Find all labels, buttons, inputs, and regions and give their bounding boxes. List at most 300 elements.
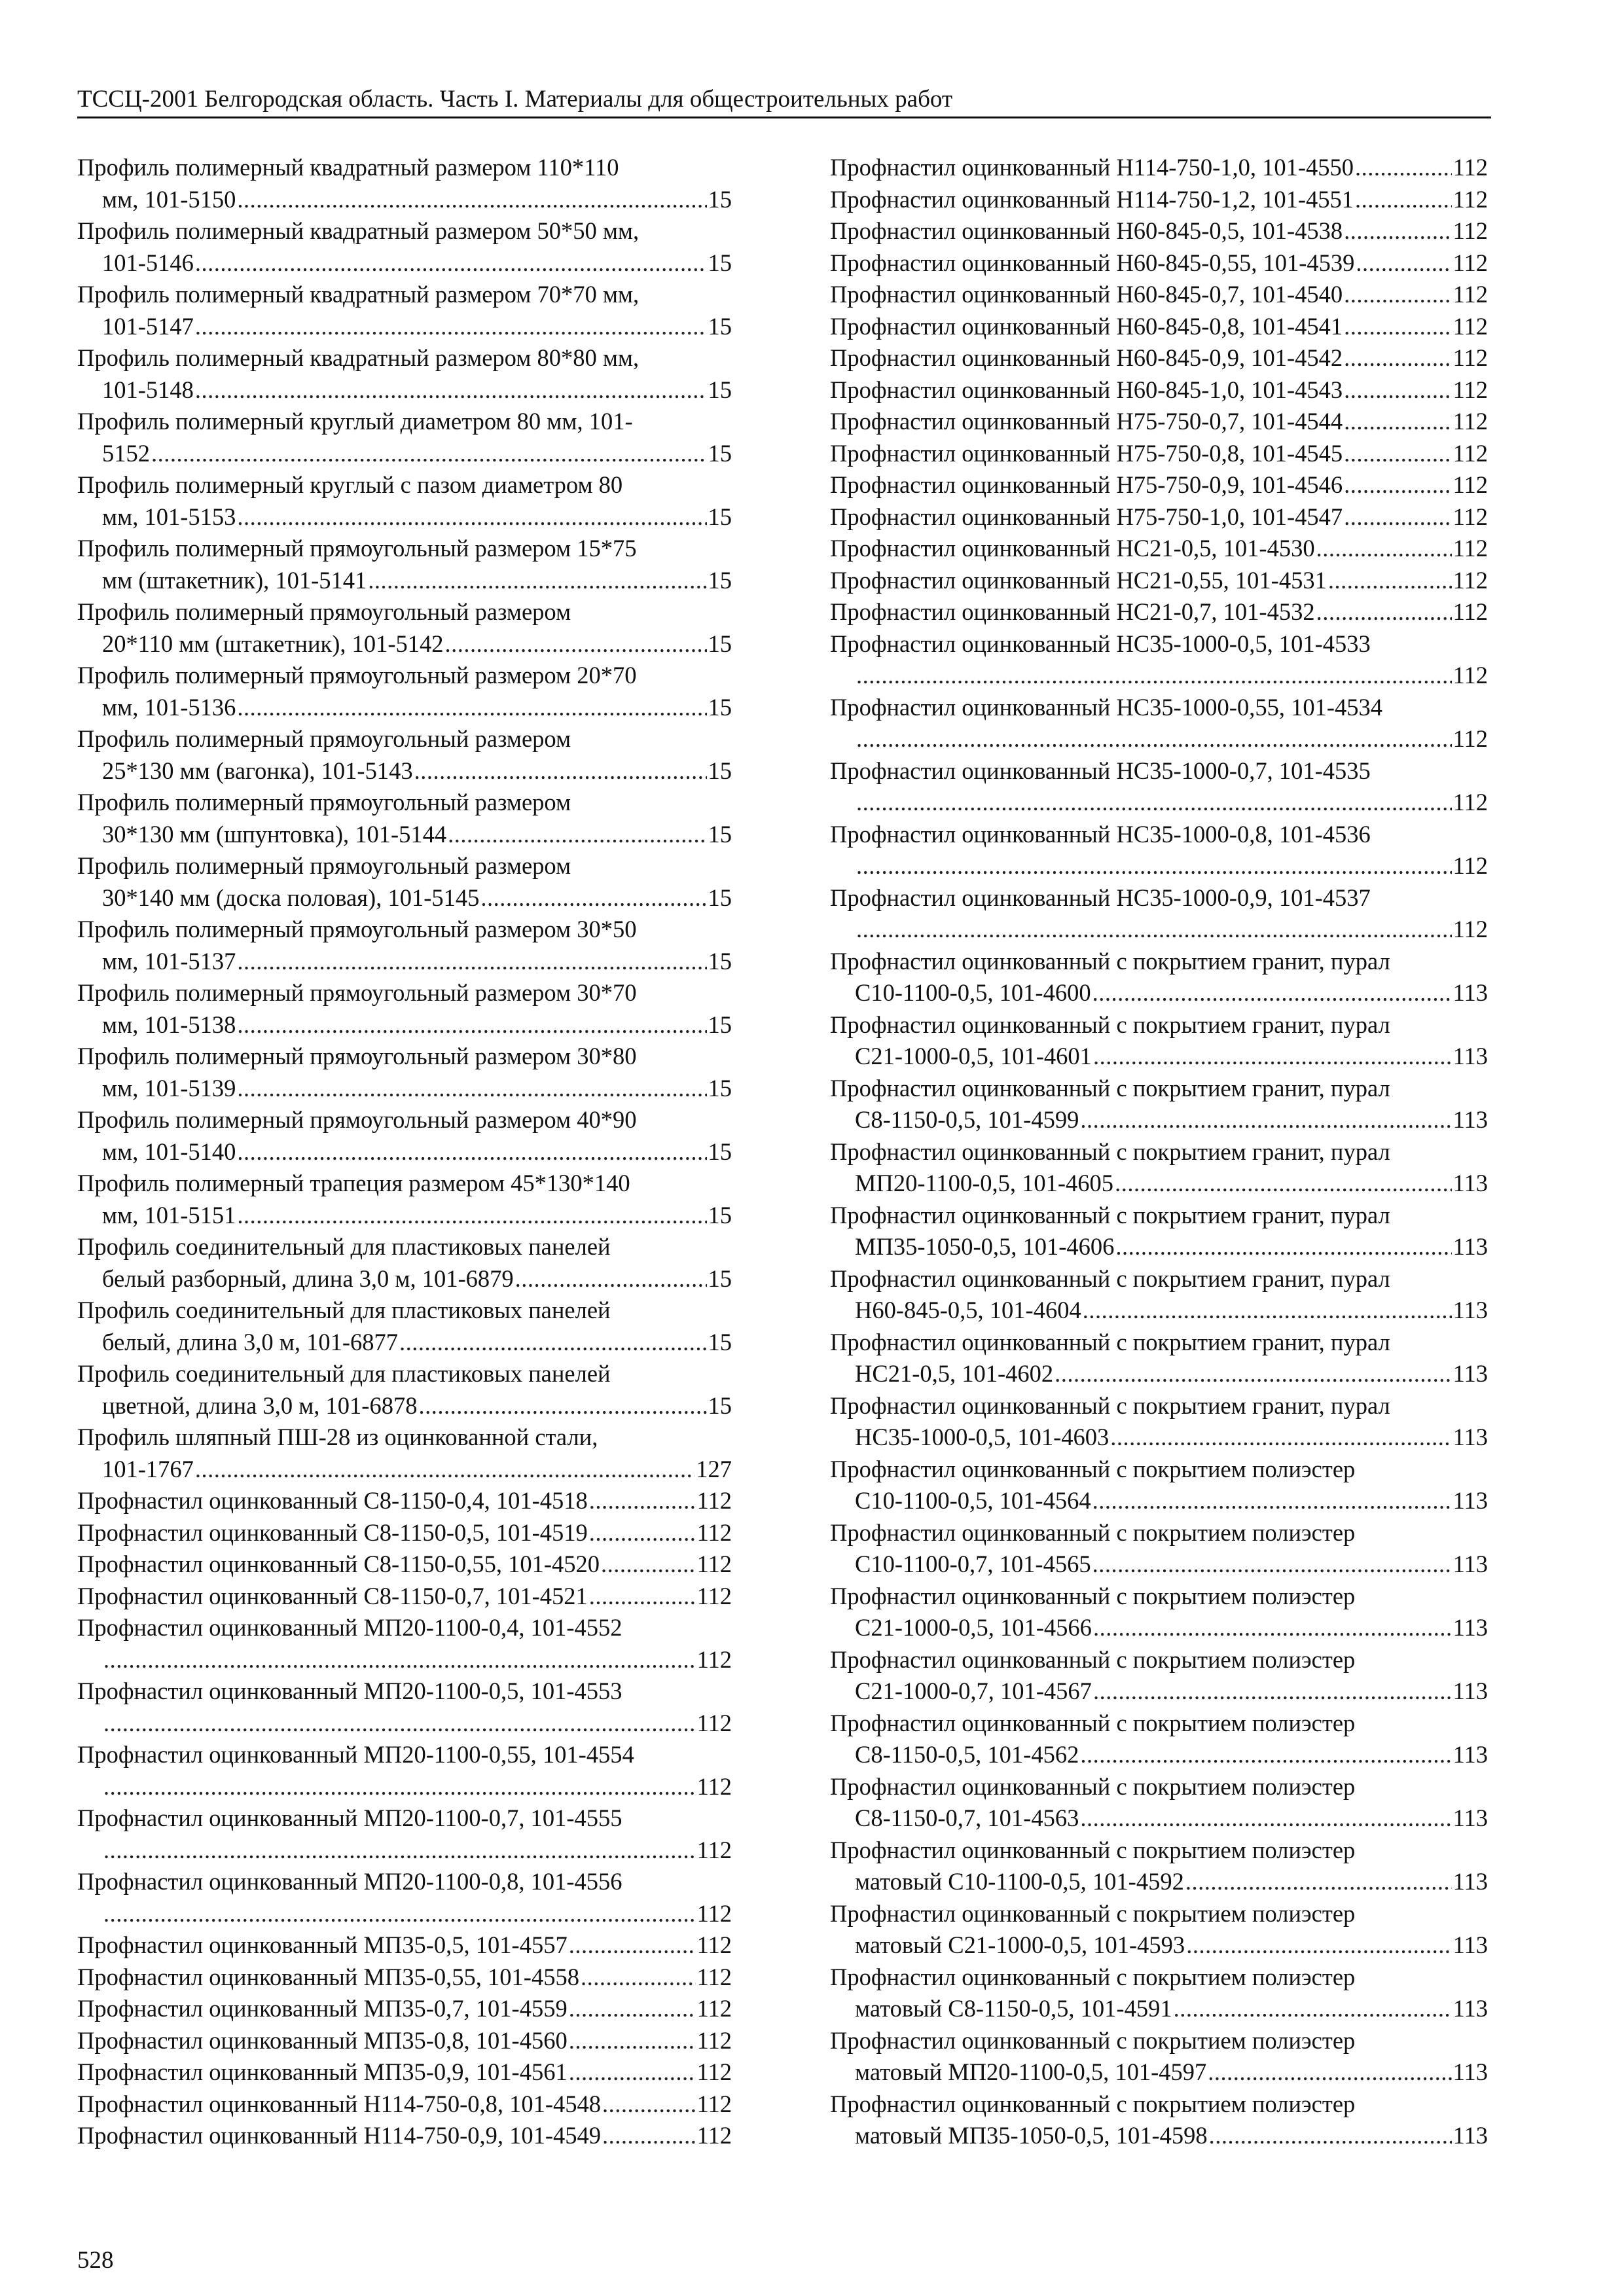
index-page-ref: 112 [696,2058,732,2085]
dot-leader [237,1073,706,1105]
index-entry [830,2025,1488,2089]
index-entry-title: Профиль соединительный для пластиковых панелей [77,1233,611,1260]
dot-leader [1355,184,1452,216]
index-page-ref: 113 [1453,1741,1488,1768]
index-entry-title: Профнастил оцинкованный МП20-1100-0,55, 101-4554 [77,1741,634,1768]
dot-leader [1115,1231,1451,1263]
index-page-ref: 112 [696,1931,732,1958]
index-entry-line [830,311,1488,343]
index-page-ref: 113 [1453,1995,1488,2022]
index-entry-text: матовый С8-1150-0,5, 101-4591 [855,1995,1172,2022]
dot-leader [515,1263,707,1295]
index-page-ref: 112 [1453,566,1488,594]
index-entry [77,533,732,596]
index-entry-title: Профнастил оцинкованный с покрытием гранит, пурал [830,1074,1390,1102]
index-entry-line [77,2056,732,2089]
dot-leader [1080,1803,1451,1835]
dot-leader [1355,152,1452,184]
index-entry-text: матовый С10-1100-0,5, 101-4592 [855,1868,1184,1895]
index-page-ref: 113 [1453,1424,1488,1450]
index-entry-text: мм (штакетник), 101-5141 [102,566,367,594]
index-entry-text: Профнастил оцинкованный Н60-845-0,5, 101-4538 [830,217,1343,244]
index-page-ref: 112 [1453,408,1488,435]
index-entry-text: матовый МП35-1050-0,5, 101-4598 [855,2122,1208,2149]
index-entry-title: Профнастил оцинкованный НС35-1000-0,55, 101-4534 [830,693,1382,721]
dot-leader [1344,501,1451,533]
index-entry-title: Профнастил оцинкованный МП20-1100-0,8, 101-4556 [77,1868,623,1895]
index-entry-title: Профнастил оцинкованный с покрытием полиэстер [830,1645,1356,1673]
index-entry-text: Профнастил оцинкованный С8-1150-0,55, 101-4520 [77,1551,600,1577]
index-entry-text: белый, длина 3,0 м, 101-6877 [102,1328,398,1355]
index-entry-text: Профнастил оцинкованный Н75-750-0,8, 101-4545 [830,439,1343,467]
dot-leader [237,692,706,724]
index-entry-title: Профнастил оцинкованный с покрытием полиэстер [830,2090,1356,2117]
index-entry-line [77,2120,732,2152]
index-entry-text: Профнастил оцинкованный Н60-845-0,8, 101-4541 [830,312,1343,340]
index-entry-title: Профнастил оцинкованный с покрытием полиэстер [830,1772,1356,1800]
index-entry-title: Профнастил оцинкованный с покрытием полиэстер [830,1899,1356,1927]
index-entry [77,1422,732,1485]
index-entry-line [830,533,1488,565]
index-page-ref: 15 [708,1074,732,1102]
index-page-ref: 15 [708,185,732,213]
dot-leader [1115,1168,1452,1200]
index-entry-text: 25*130 мм (вагонка), 101-5143 [102,757,413,784]
index-entry [830,1454,1488,1517]
dot-leader [602,2120,696,2152]
index-entry-line [77,1835,732,1867]
index-entry-line [77,1263,732,1295]
index-entry-line [830,1866,1488,1898]
index-entry-text: мм, 101-5136 [102,693,236,721]
dot-leader [195,1454,695,1486]
index-entry-line [830,1739,1488,1771]
index-entry-title: Профиль полимерный круглый с пазом диаметром 80 [77,471,623,498]
index-page-ref: 112 [696,1551,732,1577]
index-entry-line [830,1358,1488,1390]
index-entry-text: 30*130 мм (шпунтовка), 101-5144 [102,820,447,848]
index-entry [830,501,1488,533]
index-page-ref: 112 [696,2122,732,2149]
index-entry-text: С21-1000-0,5, 101-4566 [855,1614,1092,1641]
index-entry-text: 101-5148 [102,376,194,403]
index-entry-line [77,882,732,914]
index-entry-text: 101-5147 [102,312,194,340]
index-entry-text: С8-1150-0,7, 101-4563 [855,1804,1079,1831]
index-entry [830,692,1488,755]
index-entry-text: Профнастил оцинкованный МП35-0,8, 101-4560 [77,2026,568,2054]
index-entry [830,1898,1488,1962]
index-entry [77,1612,732,1676]
index-entry [77,342,732,406]
page-number: 528 [77,2247,114,2274]
index-page-ref: 113 [1453,1804,1488,1831]
index-page-ref: 112 [1453,916,1488,942]
dot-leader [414,755,707,787]
index-entry-title: Профнастил оцинкованный с покрытием полиэстер [830,1709,1356,1736]
index-entry-title: Профнастил оцинкованный с покрытием гранит, пурал [830,1265,1390,1292]
index-entry-text: 5152 [102,439,150,467]
index-page-ref: 112 [1453,725,1488,752]
index-page-ref: 15 [708,566,732,594]
index-entry-text: мм, 101-5151 [102,1201,236,1229]
index-entry [77,787,732,850]
index-page-ref: 15 [708,1011,732,1038]
index-entry-text: С10-1100-0,5, 101-4600 [855,979,1091,1006]
dot-leader [569,2025,696,2057]
index-entry-title: Профиль шляпный ПШ-28 из оцинкованной стали, [77,1424,598,1450]
index-entry-line [77,1200,732,1232]
dot-leader [1093,1041,1452,1073]
index-page-ref: 15 [708,693,732,721]
dot-leader [1055,1358,1451,1390]
index-page-ref: 112 [1453,535,1488,562]
dot-leader [581,1962,696,1994]
index-entry-line [77,184,732,216]
index-entry-text: матовый С21-1000-0,5, 101-4593 [855,1931,1185,1958]
index-entry-line [77,501,732,533]
index-entry-text: Профнастил оцинкованный Н60-845-0,55, 101-4539 [830,249,1355,276]
index-entry [77,1739,732,1803]
dot-leader [1092,1549,1452,1581]
index-entry-text: 30*140 мм (доска половая), 101-5145 [102,884,480,911]
index-entry [830,565,1488,597]
index-entry-line [77,1898,732,1930]
index-entry-line [830,1549,1488,1581]
index-entry [830,1136,1488,1200]
index-entry [77,215,732,279]
index-page-ref: 113 [1453,1677,1488,1704]
index-entry [77,1549,732,1581]
dot-leader [1344,342,1451,374]
index-entry-line [830,215,1488,247]
index-entry [830,1835,1488,1898]
index-entry-line [830,342,1488,374]
index-entry-title: Профнастил оцинкованный НС35-1000-0,9, 101-4537 [830,884,1371,911]
index-entry-text: Профнастил оцинкованный Н75-750-0,7, 101-4544 [830,408,1343,435]
index-entry-text: Профнастил оцинкованный НС21-0,55, 101-4531 [830,566,1327,594]
dot-leader [103,1898,696,1930]
dot-leader [151,438,707,470]
index-entry [77,850,732,914]
index-page-ref: 112 [696,2090,732,2117]
index-entry [830,247,1488,279]
index-entry [830,374,1488,406]
index-entry-text: мм, 101-5138 [102,1011,236,1038]
index-entry-text: НС21-0,5, 101-4602 [855,1360,1054,1387]
index-entry-line [830,501,1488,533]
index-entry-line [830,469,1488,501]
dot-leader [1186,1929,1451,1962]
index-entry-text: С10-1100-0,5, 101-4564 [855,1487,1091,1514]
running-header: ТССЦ-2001 Белгородская область. Часть I. Материалы для общестроительных работ [77,84,1491,118]
index-page-ref: 112 [696,1899,732,1927]
index-page-ref: 112 [1453,344,1488,371]
index-entry-line [77,946,732,978]
index-page-ref: 15 [708,1265,732,1292]
index-page-ref: 112 [1453,439,1488,467]
dot-leader [237,1200,706,1232]
index-entry-line [830,438,1488,470]
index-entry-title: Профиль соединительный для пластиковых панелей [77,1360,611,1387]
index-entry-line [77,1073,732,1105]
index-entry-text: Профнастил оцинкованный Н114-750-0,9, 101-4549 [77,2122,602,2149]
index-entry-title: Профнастил оцинкованный МП20-1100-0,7, 101-4555 [77,1804,623,1831]
index-entry [77,977,732,1041]
dot-leader [399,1327,707,1359]
index-entry-line [830,1485,1488,1517]
index-entry-line [77,438,732,470]
index-entry-line [830,279,1488,311]
index-entry [77,660,732,723]
dot-leader [1083,1295,1452,1327]
index-entry-text: цветной, длина 3,0 м, 101-6878 [102,1391,418,1419]
index-entry-text: Профнастил оцинкованный Н60-845-1,0, 101-4543 [830,376,1343,403]
index-entry [830,1644,1488,1708]
index-entry-line [77,2089,732,2121]
index-page-ref: 15 [708,312,732,340]
dot-leader [195,374,707,406]
index-page-ref: 15 [708,884,732,911]
dot-leader [195,247,707,279]
index-page-ref: 112 [1453,249,1488,276]
index-entry [77,723,732,787]
dot-leader [1344,374,1451,406]
index-entry [77,2056,732,2089]
index-page-ref: 112 [1453,789,1488,816]
index-entry-title: Профнастил оцинкованный с покрытием гранит, пурал [830,947,1390,975]
index-entry [830,215,1488,247]
index-entry-text: Профнастил оцинкованный Н114-750-1,2, 101-4551 [830,185,1354,213]
index-entry-line [830,247,1488,279]
dot-leader [1316,596,1452,628]
dot-leader [856,914,1452,946]
index-entry [77,1517,732,1549]
index-entry-text: мм, 101-5153 [102,503,236,530]
index-entry-line [830,596,1488,628]
index-entry-text: Профнастил оцинкованный Н60-845-0,7, 101-4540 [830,281,1343,308]
index-entry-text: С21-1000-0,7, 101-4567 [855,1677,1092,1704]
index-entry-title: Профиль полимерный трапеция размером 45*130*140 [77,1170,630,1196]
index-page-ref: 113 [1453,1360,1488,1387]
index-entry-text: МП20-1100-0,5, 101-4605 [855,1170,1114,1196]
index-entry-line [830,977,1488,1009]
index-entry-title: Профиль полимерный прямоугольный размером 30*70 [77,979,637,1006]
dot-leader [237,184,706,216]
index-entry-title: Профиль полимерный прямоугольный размером 20*70 [77,662,637,689]
index-entry [77,1104,732,1168]
index-page-ref: 112 [1453,376,1488,403]
index-entry-text: Профнастил оцинкованный НС21-0,7, 101-4532 [830,598,1315,625]
index-entry [830,1708,1488,1771]
index-entry-text: мм, 101-5140 [102,1138,236,1165]
dot-leader [856,660,1452,692]
index-entry-text: Профнастил оцинкованный С8-1150-0,5, 101-4519 [77,1518,588,1546]
index-page-ref: 113 [1453,2122,1488,2149]
index-entry [830,1327,1488,1390]
dot-leader [1344,311,1451,343]
index-page-ref: 112 [696,1709,732,1736]
dot-leader [1316,533,1452,565]
index-page-ref: 15 [708,376,732,403]
index-entry [830,438,1488,470]
dot-leader [1093,1676,1452,1708]
index-entry-line [77,1644,732,1676]
index-entry [77,469,732,533]
index-entry-line [830,660,1488,692]
dot-leader [569,2056,696,2089]
index-entry-line [77,1708,732,1740]
dot-leader [448,819,706,851]
index-entry-line [77,1327,732,1359]
index-entry-line [830,152,1488,184]
index-entry-title: Профиль полимерный квадратный размером 50*50 мм, [77,217,640,244]
index-page-ref: 112 [1453,662,1488,689]
index-entry-line [830,723,1488,755]
index-entry-line [830,565,1488,597]
dot-leader [856,787,1452,819]
dot-leader [1093,1612,1452,1644]
index-entry-text: мм, 101-5150 [102,185,236,213]
index-entry [830,596,1488,628]
index-entry-text: Профнастил оцинкованный МП35-0,7, 101-4559 [77,1995,568,2022]
index-page-ref: 15 [708,820,732,848]
dot-leader [237,1009,706,1041]
index-entry [77,152,732,215]
index-entry-line [77,1390,732,1422]
dot-leader [103,1708,696,1740]
index-entry-line [77,1517,732,1549]
index-page-ref: 112 [696,1487,732,1514]
index-entry [830,406,1488,438]
index-page-ref: 112 [1453,154,1488,181]
index-entry-title: Профиль полимерный круглый диаметром 80 мм, 101- [77,408,633,435]
index-entry-line [77,374,732,406]
index-entry [77,1581,732,1613]
dot-leader [1344,215,1451,247]
index-entry-line [830,850,1488,882]
index-entry-title: Профнастил оцинкованный с покрытием полиэстер [830,1963,1356,1990]
index-entry [830,1263,1488,1327]
index-page-ref: 112 [696,1772,732,1800]
index-entry-line [77,1993,732,2025]
index-entry [830,1517,1488,1581]
index-page-ref: 15 [708,630,732,657]
index-page-ref: 113 [1453,2058,1488,2085]
index-entry-title: Профиль соединительный для пластиковых панелей [77,1297,611,1323]
index-entry-title: Профнастил оцинкованный с покрытием полиэстер [830,1455,1356,1482]
index-entry-line [77,1929,732,1962]
index-entry-line [830,2056,1488,2089]
index-entry [830,469,1488,501]
index-entry-line [77,247,732,279]
dot-leader [103,1644,696,1676]
index-page-ref: 113 [1453,1931,1488,1958]
index-entry-line [77,1485,732,1517]
index-page-ref: 15 [708,1391,732,1419]
index-entry [830,152,1488,184]
index-entry-title: Профиль полимерный прямоугольный размером [77,598,571,625]
index-entry [830,819,1488,882]
index-entry-line [830,1993,1488,2025]
index-entry-line [830,914,1488,946]
index-entry-line [77,1549,732,1581]
dot-leader [195,311,707,343]
index-entry-text: Профнастил оцинкованный МП35-0,9, 101-4561 [77,2058,568,2085]
index-page-ref: 112 [1453,217,1488,244]
dot-leader [589,1517,696,1549]
index-entry-title: Профиль полимерный прямоугольный размером [77,789,571,816]
index-entry [830,1009,1488,1073]
index-page-ref: 112 [1453,503,1488,530]
index-entry-text: НС35-1000-0,5, 101-4603 [855,1424,1110,1450]
dot-leader [1110,1422,1451,1454]
index-entry [77,406,732,469]
index-page-ref: 112 [1453,185,1488,213]
dot-leader [569,1993,696,2025]
index-entry-line [830,184,1488,216]
index-entry-title: Профнастил оцинкованный с покрытием полиэстер [830,2026,1356,2054]
index-entry [77,1485,732,1517]
index-entry-text: Профнастил оцинкованный С8-1150-0,7, 101-4521 [77,1582,588,1609]
dot-leader [445,628,707,660]
index-entry-line [830,1803,1488,1835]
dot-leader [856,850,1452,882]
index-page-ref: 113 [1453,1614,1488,1641]
index-page-ref: 112 [696,1963,732,1990]
index-entry-line [77,1009,732,1041]
dot-leader [602,2089,696,2121]
index-entry-text: матовый МП20-1100-0,5, 101-4597 [855,2058,1207,2085]
dot-leader [1344,469,1451,501]
index-entry-line [77,1771,732,1803]
index-entry-text: С10-1100-0,7, 101-4565 [855,1551,1091,1577]
dot-leader [237,946,706,978]
index-entry-line [77,1962,732,1994]
index-page-ref: 113 [1453,1106,1488,1133]
index-entry [830,1771,1488,1835]
index-page-ref: 113 [1453,1297,1488,1323]
index-entry-title: Профнастил оцинкованный с покрытием гранит, пурал [830,1328,1390,1355]
dot-leader [1209,2120,1452,2152]
index-page-ref: 113 [1453,1043,1488,1069]
dot-leader [1080,1104,1451,1136]
index-entry-title: Профнастил оцинкованный с покрытием гранит, пурал [830,1138,1390,1165]
index-page-ref: 15 [708,249,732,276]
index-page-ref: 112 [696,1645,732,1673]
dot-leader [1344,406,1451,438]
index-entry [77,1358,732,1422]
index-entry-title: Профиль полимерный квадратный размером 70*70 мм, [77,281,640,308]
dot-leader [589,1581,696,1613]
index-entry-line [830,1676,1488,1708]
index-entry [830,184,1488,216]
index-entry-text: белый разборный, длина 3,0 м, 101-6879 [102,1265,514,1292]
index-entry-title: Профиль полимерный прямоугольный размером 15*75 [77,535,637,562]
index-entry [830,311,1488,343]
index-page-ref: 113 [1453,1868,1488,1895]
index-page-ref: 113 [1453,1233,1488,1260]
index-entry-line [77,1136,732,1168]
dot-leader [1328,565,1452,597]
index-entry-line [830,1231,1488,1263]
index-entry [830,946,1488,1009]
index-entry [77,1803,732,1866]
index-entry-line [77,2025,732,2057]
index-entry [77,596,732,660]
index-entry-line [77,1581,732,1613]
index-entry-text: мм, 101-5137 [102,947,236,975]
